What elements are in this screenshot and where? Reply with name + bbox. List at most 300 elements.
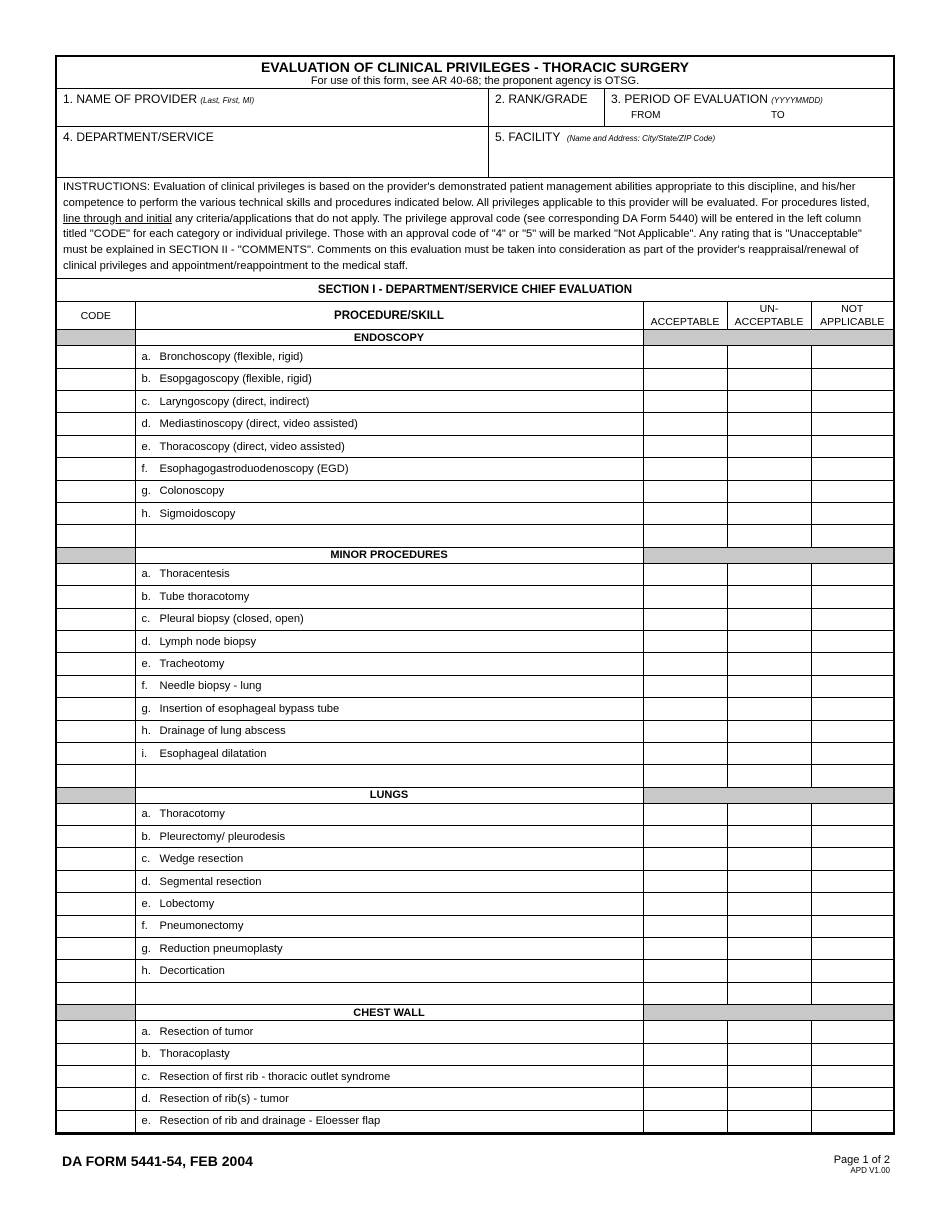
table-row (57, 480, 893, 502)
code-cell[interactable] (57, 848, 135, 870)
table-row (57, 563, 893, 585)
item-text: Esopgagoscopy (flexible, rigid) (159, 373, 312, 386)
acceptable-cell[interactable] (643, 960, 727, 982)
period-hint: (YYYYMMDD) (771, 96, 823, 105)
not-applicable-cell[interactable] (811, 458, 893, 480)
table-row (57, 982, 893, 1004)
table-row (57, 503, 893, 525)
unacceptable-cell[interactable] (727, 893, 811, 915)
unacceptable-cell[interactable] (727, 458, 811, 480)
procedure-cell (135, 480, 643, 502)
col-procedure: PROCEDURE/SKILL (135, 302, 643, 330)
provider-name-hint: (Last, First, MI) (200, 96, 255, 105)
code-cell[interactable] (57, 480, 135, 502)
not-applicable-cell[interactable] (811, 960, 893, 982)
unacceptable-cell[interactable] (727, 653, 811, 675)
unacceptable-cell[interactable] (727, 938, 811, 960)
procedure-cell (135, 915, 643, 937)
table-row (57, 346, 893, 368)
not-applicable-cell[interactable] (811, 563, 893, 585)
acceptable-cell[interactable] (643, 391, 727, 413)
not-applicable-cell[interactable] (811, 826, 893, 848)
procedure-cell (135, 848, 643, 870)
table-row (57, 1088, 893, 1110)
item-text: Lobectomy (159, 897, 215, 910)
acceptable-cell[interactable] (643, 563, 727, 585)
unacceptable-cell[interactable] (727, 480, 811, 502)
not-applicable-cell[interactable] (811, 346, 893, 368)
table-row (57, 586, 893, 608)
item-letter: e. (141, 658, 151, 671)
unacceptable-cell[interactable] (727, 368, 811, 390)
code-cell[interactable] (57, 960, 135, 982)
code-cell[interactable] (57, 765, 135, 787)
table-row (57, 915, 893, 937)
unacceptable-cell[interactable] (727, 848, 811, 870)
item-letter: g. (141, 485, 151, 498)
code-cell[interactable] (57, 893, 135, 915)
instructions (57, 178, 893, 279)
item-letter: b. (141, 830, 151, 843)
acceptable-cell[interactable] (643, 1066, 727, 1088)
table-row (57, 870, 893, 892)
not-applicable-cell[interactable] (811, 1021, 893, 1043)
item-letter: e. (141, 1115, 151, 1128)
procedure-cell (135, 960, 643, 982)
item-text: Thoracotomy (159, 808, 225, 821)
not-applicable-cell[interactable] (811, 608, 893, 630)
instructions-text-1: INSTRUCTIONS: Evaluation of clinical privileges is based on the provider's demonstrated patient management abilities appropriate to this discipline, and his/her competence to perform the various technical skills and procedures indicated below. All privileges applicable to this provider will be evaluated. For procedures listed, (63, 181, 870, 209)
code-cell[interactable] (57, 653, 135, 675)
department-label: 4. DEPARTMENT/SERVICE (63, 130, 214, 144)
code-cell[interactable] (57, 630, 135, 652)
item-text: Laryngoscopy (direct, indirect) (159, 395, 310, 408)
version-label: APD V1.00 (850, 1166, 890, 1175)
table-row (57, 1110, 893, 1132)
code-cell[interactable] (57, 982, 135, 1004)
item-letter: c. (141, 395, 151, 408)
table-row (57, 938, 893, 960)
acceptable-cell[interactable] (643, 982, 727, 1004)
item-text: Resection of first rib - thoracic outlet syndrome (159, 1070, 391, 1083)
unacceptable-cell[interactable] (727, 1066, 811, 1088)
table-row (57, 893, 893, 915)
code-cell[interactable] (57, 938, 135, 960)
form-id: DA FORM 5441-54, FEB 2004 (62, 1153, 253, 1169)
table-row (57, 630, 893, 652)
code-cell[interactable] (57, 563, 135, 585)
category-shade (643, 787, 893, 803)
unacceptable-cell[interactable] (727, 586, 811, 608)
item-letter: h. (141, 965, 151, 978)
not-applicable-cell[interactable] (811, 803, 893, 825)
table-row (57, 720, 893, 742)
not-applicable-cell[interactable] (811, 480, 893, 502)
unacceptable-cell[interactable] (727, 742, 811, 764)
not-applicable-cell[interactable] (811, 870, 893, 892)
not-applicable-cell[interactable] (811, 1088, 893, 1110)
item-letter: a. (141, 350, 151, 363)
department-field[interactable] (57, 127, 489, 177)
procedure-cell (135, 503, 643, 525)
item-text: Resection of rib(s) - tumor (159, 1093, 289, 1106)
code-cell[interactable] (57, 346, 135, 368)
item-text: Segmental resection (159, 875, 262, 888)
item-text: Pleurectomy/ pleurodesis (159, 830, 286, 843)
unacceptable-cell[interactable] (727, 826, 811, 848)
table-row (57, 826, 893, 848)
item-letter: g. (141, 942, 151, 955)
not-applicable-cell[interactable] (811, 653, 893, 675)
acceptable-cell[interactable] (643, 653, 727, 675)
procedure-cell (135, 630, 643, 652)
acceptable-cell[interactable] (643, 458, 727, 480)
table-row (57, 675, 893, 697)
unacceptable-cell[interactable] (727, 720, 811, 742)
item-text: Resection of rib and drainage - Eloesser flap (159, 1115, 381, 1128)
procedure-cell (135, 982, 643, 1004)
procedure-cell (135, 720, 643, 742)
item-letter: b. (141, 590, 151, 603)
procedure-cell (135, 742, 643, 764)
item-text: Resection of tumor (159, 1025, 254, 1038)
not-applicable-cell[interactable] (811, 982, 893, 1004)
code-cell[interactable] (57, 1021, 135, 1043)
not-applicable-cell[interactable] (811, 765, 893, 787)
unacceptable-cell[interactable] (727, 803, 811, 825)
unacceptable-cell[interactable] (727, 525, 811, 547)
item-letter: d. (141, 875, 151, 888)
unacceptable-cell[interactable] (727, 391, 811, 413)
table-row (57, 742, 893, 764)
not-applicable-cell[interactable] (811, 848, 893, 870)
not-applicable-cell[interactable] (811, 1110, 893, 1132)
procedure-cell (135, 563, 643, 585)
item-text: Esophagogastroduodenoscopy (EGD) (159, 462, 349, 475)
unacceptable-cell[interactable] (727, 413, 811, 435)
acceptable-cell[interactable] (643, 742, 727, 764)
category-row (57, 1005, 893, 1021)
item-text: Tracheotomy (159, 658, 225, 671)
code-cell[interactable] (57, 1110, 135, 1132)
period-label: 3. PERIOD OF EVALUATION (611, 92, 768, 106)
acceptable-cell[interactable] (643, 368, 727, 390)
category-name: CHEST WALL (135, 1005, 643, 1021)
acceptable-cell[interactable] (643, 720, 727, 742)
category-code-cell[interactable] (57, 330, 135, 346)
acceptable-cell[interactable] (643, 1110, 727, 1132)
procedure-cell (135, 1088, 643, 1110)
table-header-row (57, 302, 893, 330)
procedure-cell (135, 458, 643, 480)
not-applicable-cell[interactable] (811, 938, 893, 960)
table-row (57, 653, 893, 675)
procedure-cell (135, 870, 643, 892)
acceptable-cell[interactable] (643, 893, 727, 915)
table-row (57, 960, 893, 982)
code-cell[interactable] (57, 458, 135, 480)
not-applicable-cell[interactable] (811, 698, 893, 720)
instructions-underlined: line through and initial (63, 212, 172, 225)
period-field (605, 89, 893, 126)
item-text: Thoracoplasty (159, 1048, 230, 1061)
not-applicable-cell[interactable] (811, 675, 893, 697)
item-letter: d. (141, 635, 151, 648)
code-cell[interactable] (57, 826, 135, 848)
procedure-cell (135, 413, 643, 435)
procedure-cell (135, 1043, 643, 1065)
not-applicable-cell[interactable] (811, 368, 893, 390)
evaluation-table (57, 302, 893, 1133)
not-applicable-cell[interactable] (811, 742, 893, 764)
item-text: Drainage of lung abscess (159, 725, 286, 738)
code-cell[interactable] (57, 1066, 135, 1088)
unacceptable-cell[interactable] (727, 608, 811, 630)
item-text: Insertion of esophageal bypass tube (159, 702, 340, 715)
item-letter: i. (141, 747, 148, 760)
category-row (57, 547, 893, 563)
not-applicable-cell[interactable] (811, 586, 893, 608)
acceptable-cell[interactable] (643, 915, 727, 937)
procedure-cell (135, 803, 643, 825)
item-text: Thoracentesis (159, 568, 230, 581)
acceptable-cell[interactable] (643, 870, 727, 892)
code-cell[interactable] (57, 915, 135, 937)
category-code-cell[interactable] (57, 1005, 135, 1021)
item-letter: a. (141, 1025, 151, 1038)
section-1-title: SECTION I - DEPARTMENT/SERVICE CHIEF EVALUATION (57, 279, 893, 302)
unacceptable-cell[interactable] (727, 563, 811, 585)
table-row (57, 698, 893, 720)
item-letter: g. (141, 702, 151, 715)
col-code: CODE (57, 302, 135, 330)
procedure-cell (135, 1021, 643, 1043)
acceptable-cell[interactable] (643, 803, 727, 825)
item-text: Colonoscopy (159, 485, 225, 498)
acceptable-cell[interactable] (643, 586, 727, 608)
unacceptable-cell[interactable] (727, 1110, 811, 1132)
acceptable-cell[interactable] (643, 848, 727, 870)
code-cell[interactable] (57, 586, 135, 608)
not-applicable-cell[interactable] (811, 391, 893, 413)
provider-name-label: 1. NAME OF PROVIDER (63, 92, 198, 106)
table-row (57, 608, 893, 630)
acceptable-cell[interactable] (643, 480, 727, 502)
unacceptable-cell[interactable] (727, 870, 811, 892)
provider-name-field[interactable] (57, 89, 489, 126)
item-text: Pleural biopsy (closed, open) (159, 613, 304, 626)
table-row (57, 848, 893, 870)
table-row (57, 435, 893, 457)
unacceptable-cell[interactable] (727, 765, 811, 787)
unacceptable-cell[interactable] (727, 503, 811, 525)
procedure-cell (135, 525, 643, 547)
item-letter: h. (141, 725, 151, 738)
procedure-cell (135, 608, 643, 630)
unacceptable-cell[interactable] (727, 346, 811, 368)
category-name: MINOR PROCEDURES (135, 547, 643, 563)
code-cell[interactable] (57, 503, 135, 525)
facility-label: 5. FACILITY (495, 130, 561, 144)
procedure-cell (135, 765, 643, 787)
department-row (57, 127, 893, 178)
rank-grade-field[interactable] (489, 89, 605, 126)
code-cell[interactable] (57, 742, 135, 764)
not-applicable-cell[interactable] (811, 1066, 893, 1088)
category-code-cell[interactable] (57, 787, 135, 803)
code-cell[interactable] (57, 435, 135, 457)
not-applicable-cell[interactable] (811, 915, 893, 937)
page-info (800, 1154, 890, 1176)
acceptable-cell[interactable] (643, 346, 727, 368)
table-row (57, 803, 893, 825)
table-row (57, 1043, 893, 1065)
item-text: Decortication (159, 965, 225, 978)
code-cell[interactable] (57, 720, 135, 742)
facility-field[interactable] (489, 127, 893, 177)
acceptable-cell[interactable] (643, 1021, 727, 1043)
procedure-cell (135, 675, 643, 697)
item-letter: a. (141, 568, 151, 581)
code-cell[interactable] (57, 608, 135, 630)
acceptable-cell[interactable] (643, 525, 727, 547)
unacceptable-cell[interactable] (727, 630, 811, 652)
form-header (57, 57, 893, 89)
code-cell[interactable] (57, 675, 135, 697)
procedure-cell (135, 391, 643, 413)
acceptable-cell[interactable] (643, 675, 727, 697)
unacceptable-cell[interactable] (727, 960, 811, 982)
item-letter: e. (141, 897, 151, 910)
not-applicable-cell[interactable] (811, 435, 893, 457)
not-applicable-cell[interactable] (811, 893, 893, 915)
item-text: Reduction pneumoplasty (159, 942, 283, 955)
category-row (57, 787, 893, 803)
code-cell[interactable] (57, 368, 135, 390)
item-text: Sigmoidoscopy (159, 507, 236, 520)
procedure-cell (135, 893, 643, 915)
procedure-cell (135, 368, 643, 390)
item-letter: c. (141, 1070, 151, 1083)
unacceptable-cell[interactable] (727, 915, 811, 937)
facility-hint: (Name and Address: City/State/ZIP Code) (566, 134, 716, 143)
to-label[interactable]: TO (771, 110, 785, 121)
procedure-cell (135, 346, 643, 368)
acceptable-cell[interactable] (643, 938, 727, 960)
category-code-cell[interactable] (57, 547, 135, 563)
provider-row (57, 89, 893, 127)
table-row (57, 525, 893, 547)
code-cell[interactable] (57, 413, 135, 435)
unacceptable-cell[interactable] (727, 1043, 811, 1065)
table-row (57, 368, 893, 390)
procedure-cell (135, 653, 643, 675)
category-name: ENDOSCOPY (135, 330, 643, 346)
form-title: EVALUATION OF CLINICAL PRIVILEGES - THORACIC SURGERY (260, 59, 690, 75)
code-cell[interactable] (57, 1088, 135, 1110)
acceptable-cell[interactable] (643, 630, 727, 652)
item-letter: d. (141, 418, 151, 431)
rank-grade-label: 2. RANK/GRADE (495, 92, 588, 106)
code-cell[interactable] (57, 870, 135, 892)
code-cell[interactable] (57, 391, 135, 413)
procedure-cell (135, 698, 643, 720)
not-applicable-cell[interactable] (811, 720, 893, 742)
category-shade (643, 1005, 893, 1021)
item-letter: a. (141, 808, 151, 821)
code-cell[interactable] (57, 698, 135, 720)
procedure-cell (135, 1110, 643, 1132)
not-applicable-cell[interactable] (811, 525, 893, 547)
item-text: Mediastinoscopy (direct, video assisted) (159, 418, 358, 431)
acceptable-cell[interactable] (643, 608, 727, 630)
acceptable-cell[interactable] (643, 826, 727, 848)
item-letter: e. (141, 440, 151, 453)
not-applicable-cell[interactable] (811, 503, 893, 525)
item-letter: d. (141, 1093, 151, 1106)
procedure-cell (135, 938, 643, 960)
instructions-text-2: any criteria/applications that do not apply. The privilege approval code (see corresponding DA Form 5440) will be entered in the left column titled "CODE" for each category or individual privilege. Those with an approval code of "4" or "5" will be marked "Not Applicable". Any rating that is "Unacceptable" must be explained in SECTION II - "COMMENTS". Comments on this evaluation must be taken into consideration as part of the provider's reappraisal/renewal of clinical privileges and appointment/reappointment to the medical staff. (63, 212, 862, 272)
code-cell[interactable] (57, 803, 135, 825)
category-name: LUNGS (135, 787, 643, 803)
unacceptable-cell[interactable] (727, 1088, 811, 1110)
unacceptable-cell[interactable] (727, 435, 811, 457)
unacceptable-cell[interactable] (727, 982, 811, 1004)
category-shade (643, 330, 893, 346)
col-acceptable: ACCEPTABLE (643, 302, 727, 330)
procedure-cell (135, 1066, 643, 1088)
item-text: Lymph node biopsy (159, 635, 257, 648)
table-row (57, 1066, 893, 1088)
col-unacceptable: UN- ACCEPTABLE (727, 302, 811, 330)
item-text: Wedge resection (159, 853, 244, 866)
acceptable-cell[interactable] (643, 765, 727, 787)
acceptable-cell[interactable] (643, 435, 727, 457)
code-cell[interactable] (57, 525, 135, 547)
evaluation-form (55, 55, 895, 1135)
not-applicable-cell[interactable] (811, 1043, 893, 1065)
procedure-cell (135, 826, 643, 848)
table-row (57, 458, 893, 480)
code-cell[interactable] (57, 1043, 135, 1065)
unacceptable-cell[interactable] (727, 675, 811, 697)
unacceptable-cell[interactable] (727, 698, 811, 720)
category-shade (643, 547, 893, 563)
table-row (57, 765, 893, 787)
acceptable-cell[interactable] (643, 698, 727, 720)
unacceptable-cell[interactable] (727, 1021, 811, 1043)
item-text: Tube thoracotomy (159, 590, 250, 603)
form-subtitle: For use of this form, see AR 40-68; the proponent agency is OTSG. (310, 75, 640, 87)
acceptable-cell[interactable] (643, 413, 727, 435)
page-number: Page 1 of 2 (833, 1154, 890, 1166)
item-text: Needle biopsy - lung (159, 680, 262, 693)
item-letter: f. (141, 680, 148, 693)
acceptable-cell[interactable] (643, 1043, 727, 1065)
item-letter: h. (141, 507, 151, 520)
item-letter: c. (141, 613, 151, 626)
acceptable-cell[interactable] (643, 503, 727, 525)
item-letter: f. (141, 920, 148, 933)
acceptable-cell[interactable] (643, 1088, 727, 1110)
table-row (57, 391, 893, 413)
item-letter: c. (141, 853, 151, 866)
item-text: Thoracoscopy (direct, video assisted) (159, 440, 345, 453)
not-applicable-cell[interactable] (811, 413, 893, 435)
item-text: Esophageal dilatation (159, 747, 267, 760)
from-label[interactable]: FROM (631, 110, 661, 121)
not-applicable-cell[interactable] (811, 630, 893, 652)
